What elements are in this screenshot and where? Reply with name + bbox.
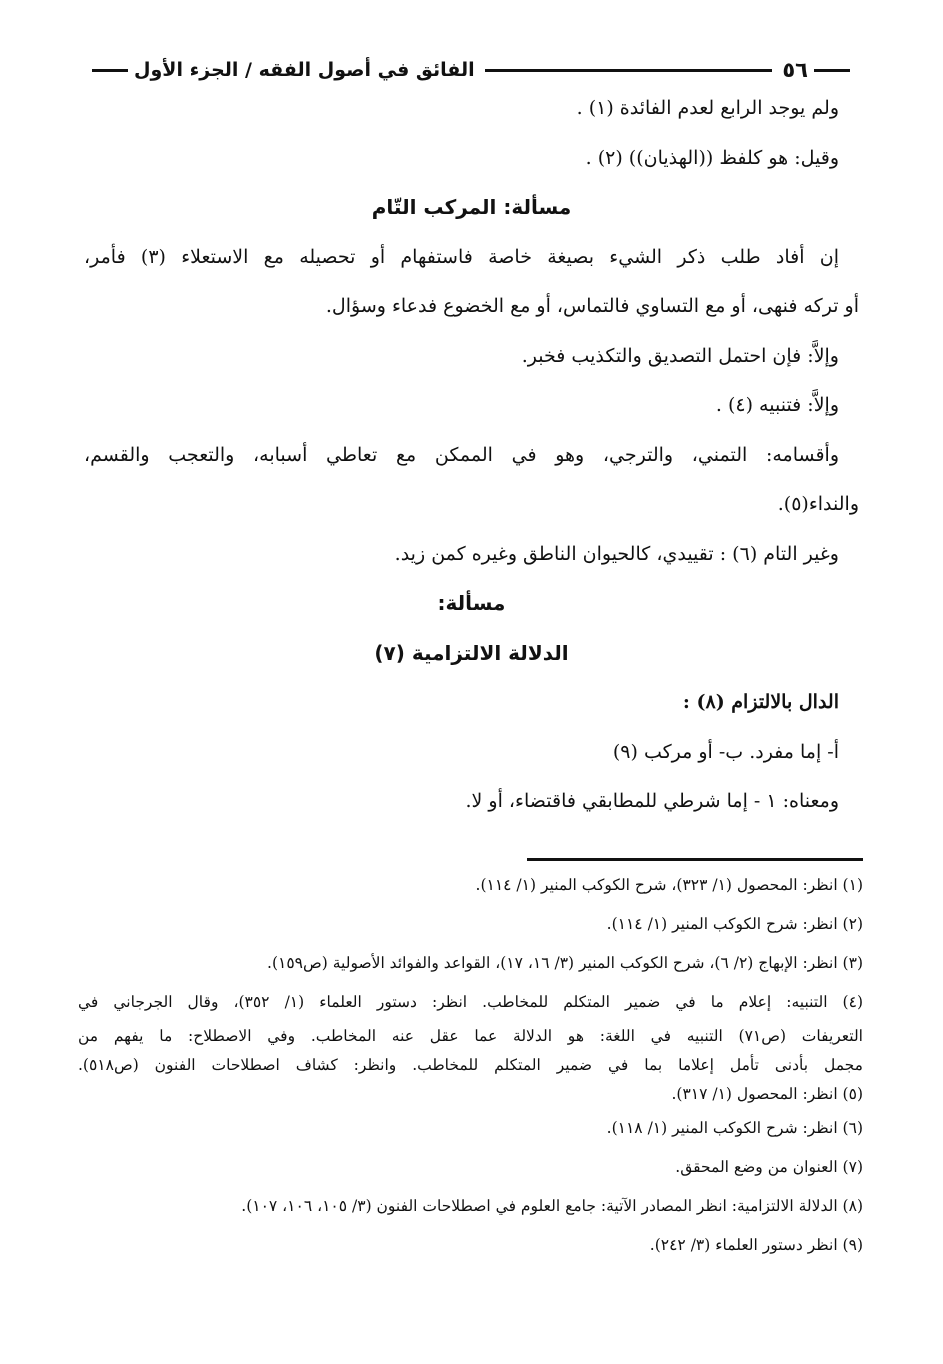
footnotes [78, 866, 863, 1265]
text-line: والنداء(٥). [777, 493, 859, 515]
text-line: وقيل: هو كلفظ ((الهذيان)) (٢) . [585, 146, 839, 169]
section-heading: مسألة: المركب التّام [371, 195, 572, 219]
text-line: وأقسامه: التمني، والترجي، وهو في الممكن مع تعاطي أسبابه، والتعجب والقسم، [84, 443, 839, 466]
text-line: ولم يوجد الرابع لعدم الفائدة (١) . [576, 97, 839, 119]
text-line: وغير التام (٦) : تقييدي، كالحيوان الناطق وغيره كمن زيد. [394, 542, 839, 565]
footnote: (٣) انظر: الإبهاج (٢/ ٦)، شرح الكوكب المنير (٣/ ١٦، ١٧)، القواعد والفوائد الأصولية (ص١٥٩). [267, 954, 863, 972]
text-line: أو تركه فنهى، أو مع التساوي فالتماس، أو مع الخضوع فدعاء وسؤال. [325, 295, 859, 317]
header-dash [92, 69, 128, 72]
text-line: أ- إما مفرد. ب- أو مركب (٩) [612, 740, 839, 763]
text-line: ومعناه: ١ - إما شرطي للمطابقي فاقتضاء، أو لا. [465, 790, 839, 812]
running-header [86, 52, 856, 88]
section-heading: مسألة: [437, 591, 506, 615]
header-dash [814, 69, 850, 72]
footnote-continuation: مجمل بأدنى تأمل إعلاما بما في ضمير المتكلم للمخاطب. وانظر: كشاف اصطلاحات الفنون (ص٥١٨). [78, 1056, 863, 1074]
text-line: وإلاَّ: فتنبيه (٤) . [715, 394, 839, 416]
footnote: (٧) العنوان من وضع المحقق. [675, 1158, 863, 1176]
section-subheading: الدلالة الالتزامية (٧) [374, 640, 569, 665]
footnote: (٢) انظر: شرح الكوكب المنير (١/ ١١٤). [606, 915, 863, 933]
footnote: (٦) انظر: شرح الكوكب المنير (١/ ١١٨). [606, 1119, 863, 1137]
footnote: (٩) انظر دستور العلماء (٣/ ٢٤٢). [649, 1236, 863, 1254]
footnote-separator [527, 858, 863, 861]
text-line: وإلاَّ: فإن احتمل التصديق والتكذيب فخبر. [521, 344, 839, 367]
footnote-continuation: التعريفات (ص٧١) التنبيه في اللغة: هو الدلالة عما عقل عنه المخاطب. وفي الاصطلاح: ما يفهم من [78, 1027, 863, 1045]
text-line: إن أفاد طلب ذكر الشيء بصيغة خاصة فاستفهام أو تحصيله مع الاستعلاء (٣) فأمر، [84, 245, 839, 268]
footnote: (٤) التنبيه: إعلام ما في ضمير المتكلم للمخاطب. انظر: دستور العلماء (١/ ٣٥٢)، وقال الجرجاني في [78, 993, 863, 1011]
text-line: الدال بالالتزام (٨) : [682, 691, 839, 713]
footnote: (٨) الدلالة الالتزامية: انظر المصادر الآتية: جامع العلوم في اصطلاحات الفنون (٣/ ١٠٥، ١٠٦، ١٠٧). [241, 1197, 863, 1215]
header-rule [485, 69, 773, 72]
main-text [84, 84, 859, 827]
footnote: (٥) انظر: المحصول (١/ ٣١٧). [671, 1085, 863, 1103]
footnote: (١) انظر: المحصول (١/ ٣٢٣)، شرح الكوكب المنير (١/ ١١٤). [475, 876, 863, 894]
book-title: الفائق في أصول الفقه / الجزء الأول [134, 59, 475, 81]
page-number: ٥٦ [782, 58, 808, 82]
